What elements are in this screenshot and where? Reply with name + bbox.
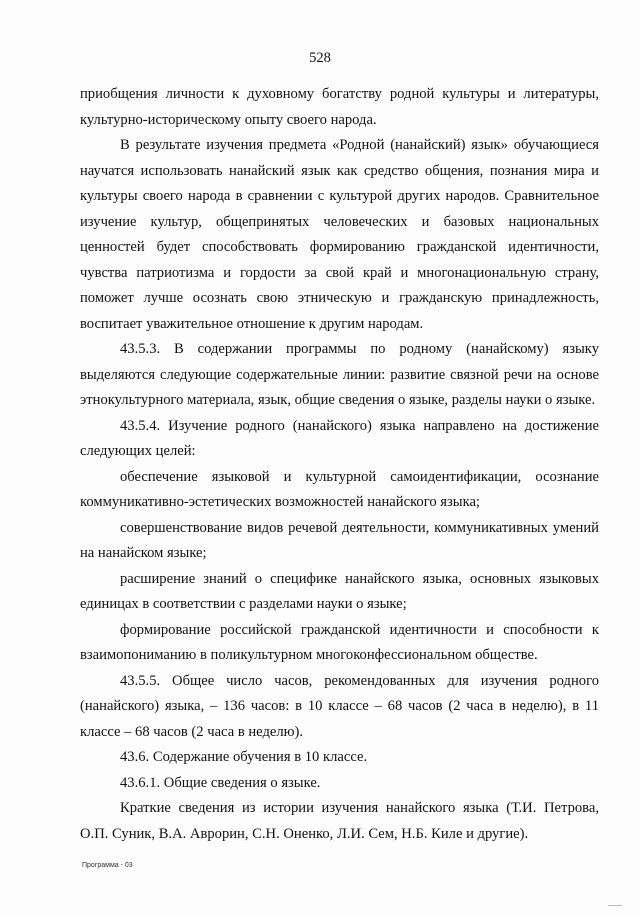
paragraph: 43.6. Содержание обучения в 10 классе. <box>120 749 368 765</box>
paragraph: В результате изучения предмета «Родной (нанайский) язык» обучающиеся научатся использовать нанайский язык как средство общения, познания мира и культуры своего народа в сравнении с культурой других народов. Сравнительное изучение культур, общепринятых человеческих и базовых национальных ценностей будет способствовать формированию гражданской идентичности, чувства патриотизма и гордости за свой край и многонациональную страну, поможет лучше осознать свою этническую и гражданскую принадлежность, воспитает уважительное отношение к другим народам. <box>80 137 599 332</box>
paragraph: 43.5.3. В содержании программы по родному (нанайскому) языку выделяются следующие содержательные линии: развитие связной речи на основе этнокультурного материала, язык, общие сведения о языке, разделы науки о языке. <box>80 341 599 408</box>
paragraph: 43.6.1. Общие сведения о языке. <box>120 774 321 791</box>
paragraph: 43.5.4. Изучение родного (нанайского) языка направлено на достижение следующих целей: <box>80 417 599 459</box>
footer-note: Программа - 03 <box>82 862 133 869</box>
paragraph: обеспечение языковой и культурной самоидентификации, осознание коммуникативно-эстетических возможностей нанайского языка; <box>80 468 599 510</box>
paragraph: приобщения личности к духовному богатству родной культуры и литературы, культурно-историческому опыту своего народа. <box>80 86 599 128</box>
paragraph: 43.5.5. Общее число часов, рекомендованных для изучения родного (нанайского) языка, – 136 часов: в 10 классе – 68 часов (2 часа в неделю), в 11 классе – 68 часов (2 часа в неделю). <box>80 672 599 740</box>
paragraph: расширение знаний о специфике нанайского языка, основных языковых единицах в соответствии с разделами науки о языке; <box>80 570 599 612</box>
scan-edge-mark <box>608 905 622 914</box>
page-number: 528 <box>309 50 331 66</box>
paragraph: совершенствование видов речевой деятельности, коммуникативных умений на нанайском языке; <box>80 519 599 561</box>
paragraph: Краткие сведения из истории изучения нанайского языка (Т.И. Петрова, О.П. Суник, В.А. Аврорин, С.Н. Оненко, Л.И. Сем, Н.Б. Киле и другие). <box>80 800 599 842</box>
paragraph: формирование российской гражданской идентичности и способности к взаимопониманию в поликультурном многоконфессиональном обществе. <box>80 621 599 663</box>
page-body <box>80 82 599 847</box>
